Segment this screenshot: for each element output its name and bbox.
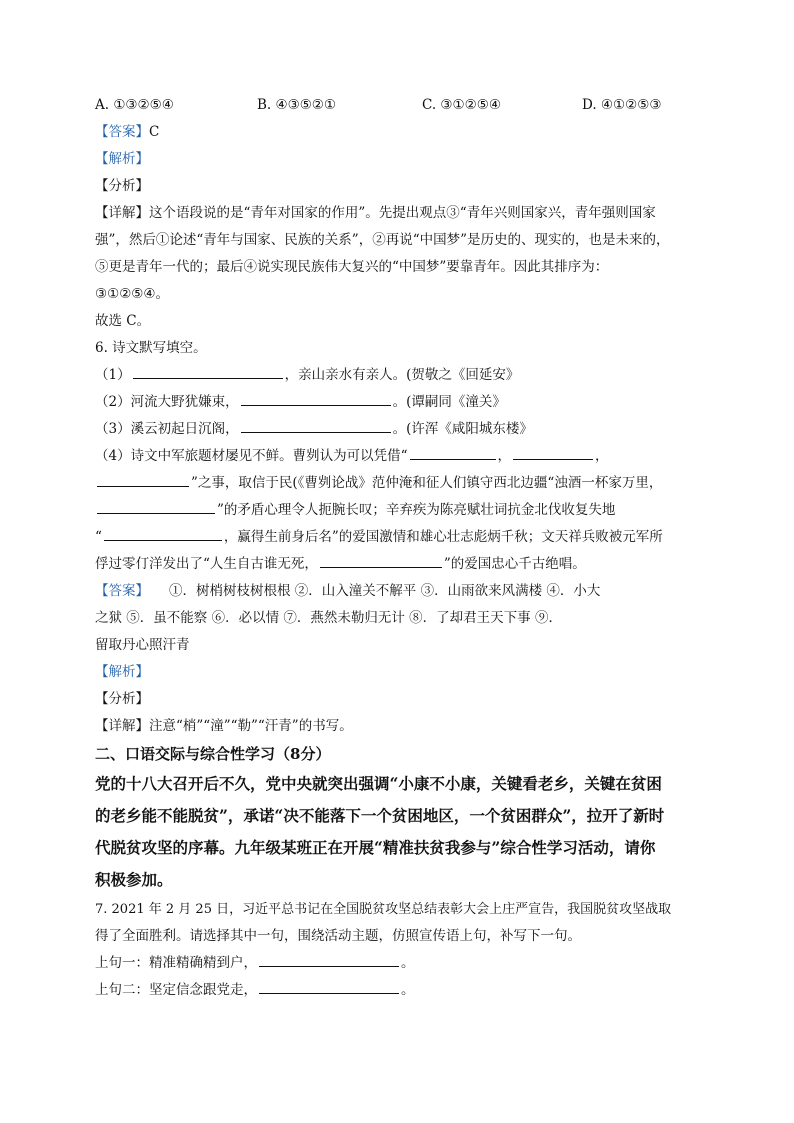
q6-detail <box>95 713 705 740</box>
sub4-text: ”之事，取信于民(《曹刿论战》范仲淹和征人们镇守西北边疆“浊酒一杯家万里， <box>191 475 663 491</box>
sub4-text: ”的矛盾心理令人扼腕长叹；辛弃疾为陈亮赋壮词抗金北伐收复失地 <box>217 502 616 518</box>
sub2-suffix: 。(谭嗣同《潼关》 <box>392 394 506 410</box>
q6-answer <box>95 578 705 605</box>
q7-stem: 得了全面胜利。请选择其中一句，围绕活动主题，仿照宣传语上句，补写下一句。 <box>95 928 581 944</box>
q5-detail-line <box>95 200 705 227</box>
q5-detail-line: 强”，然后①论述“青年与国家、民族的关系”，②再说“中国梦”是历史的、现实的，也是未来的， <box>95 232 670 248</box>
section-2-title: 二、口语交际与综合性学习（8分） <box>95 745 331 763</box>
section-2-intro: 党的十八大召开后不久，党中央就突出强调“小康不小康，关键看老乡，关键在贫困 <box>95 774 662 793</box>
detail-text: 注意“梢”“潼”“勒”“汗青”的书写。 <box>149 718 353 734</box>
q6-sub3 <box>95 416 705 443</box>
q6-jiexi-tag: 【解析】 <box>95 664 149 680</box>
q7-prefix: 上句一：精准精确精到户， <box>95 955 257 971</box>
q5-conclusion: 故选 C。 <box>95 313 151 329</box>
answer-blank[interactable] <box>259 979 399 994</box>
section-2-intro: 代脱贫攻坚的序幕。九年级某班正在开展“精准扶贫我参与”综合性学习活动，请你 <box>95 838 656 857</box>
q5-answer <box>95 119 705 146</box>
answer-blank[interactable] <box>320 553 442 568</box>
q7-option-1 <box>95 950 705 977</box>
sub4-text: ”的爱国忠心千古绝唱。 <box>443 556 586 572</box>
q5-detail-line: ⑤更是青年一代的；最后④说实现民族伟大复兴的“中国梦”要靠青年。因此其排序为： <box>95 259 609 275</box>
answer-blank[interactable] <box>410 445 496 460</box>
answer-text: ①．树梢树枝树根根 ②．山入潼关不解平 ③．山雨欲来风满楼 ④．小大 <box>169 583 601 599</box>
q6-sub4 <box>95 443 705 470</box>
document-page <box>95 92 705 1004</box>
sub2-prefix: （2）河流大野犹嫌束， <box>95 394 239 410</box>
sub3-suffix: 。(许浑《咸阳城东楼》 <box>392 421 533 437</box>
q6-fenxi-tag: 【分析】 <box>95 691 149 707</box>
answer-blank[interactable] <box>241 391 391 406</box>
q7-prefix: 上句二：坚定信念跟党走， <box>95 982 257 998</box>
answer-value: C <box>149 124 160 140</box>
sub3-prefix: （3）溪云初起日沉阁， <box>95 421 239 437</box>
q7-suffix: 。 <box>401 982 415 998</box>
sub1-prefix: （1） <box>95 367 131 383</box>
q6-sub2 <box>95 389 705 416</box>
answer-blank[interactable] <box>241 418 391 433</box>
q5-jiexi-tag: 【解析】 <box>95 151 149 167</box>
option-d: D. ④①②⑤③ <box>582 97 662 113</box>
section-2-intro: 积极参加。 <box>95 870 173 889</box>
answer-blank[interactable] <box>97 499 215 514</box>
q7-stem: 7. 2021 年 2 月 25 日，习近平总书记在全国脱贫攻坚总结表彰大会上庄严宣告，我国脱贫攻坚战取 <box>95 902 672 917</box>
q6-sub1 <box>95 362 705 389</box>
option-a: A. ①③②⑤④ <box>95 97 174 113</box>
answer-blank[interactable] <box>97 472 189 487</box>
q5-detail-line: ③①②⑤④。 <box>95 286 170 302</box>
sub4-text: 俘过零仃洋发出了“人生自古谁无死， <box>95 556 318 572</box>
xiangjie-tag: 【详解】 <box>95 205 149 221</box>
section-2-intro: 的老乡能不能脱贫”，承诺“决不能落下一个贫困地区，一个贫困群众”，拉开了新时 <box>95 806 665 825</box>
q6-sub4 <box>95 551 705 578</box>
answer-blank[interactable] <box>133 364 283 379</box>
detail-text: 这个语段说的是“青年对国家的作用”。先提出观点③“青年兴则国家兴，青年强则国家 <box>149 205 656 221</box>
q5-fenxi-tag: 【分析】 <box>95 178 149 194</box>
sub4-comma: ， <box>497 448 511 464</box>
q7-option-2 <box>95 977 705 1004</box>
option-c: C. ③①②⑤④ <box>422 97 501 113</box>
sub4-comma: ， <box>595 448 609 464</box>
q6-sub4 <box>95 524 705 551</box>
answer-tag: 【答案】 <box>95 583 149 599</box>
sub1-suffix: ，亲山亲水有亲人。(贺敬之《回延安》 <box>284 367 520 383</box>
answer-blank[interactable] <box>259 952 399 967</box>
sub4-text: “ <box>95 529 102 545</box>
q6-sub4 <box>95 497 705 524</box>
answer-blank[interactable] <box>104 526 222 541</box>
q7-suffix: 。 <box>401 955 415 971</box>
sub4-text: ，赢得生前身后名”的爱国激情和雄心壮志彪炳千秋；文天祥兵败被元军所 <box>223 529 663 545</box>
option-b: B. ④③⑤②① <box>257 97 337 113</box>
xiangjie-tag: 【详解】 <box>95 718 149 734</box>
q6-title: 6. 诗文默写填空。 <box>95 340 207 356</box>
answer-blank[interactable] <box>513 445 593 460</box>
sub4-text: （4）诗文中军旅题材屡见不鲜。曹刿认为可以凭借“ <box>95 448 408 464</box>
q6-sub4 <box>95 470 705 497</box>
q5-options <box>95 92 705 119</box>
q6-answer-line: 之狱 ⑤．虽不能察 ⑥．必以情 ⑦．燕然未勒归无计 ⑧．了却君王天下事 ⑨． <box>95 610 562 626</box>
answer-tag: 【答案】 <box>95 124 149 140</box>
q6-answer-line: 留取丹心照汗青 <box>95 637 190 653</box>
